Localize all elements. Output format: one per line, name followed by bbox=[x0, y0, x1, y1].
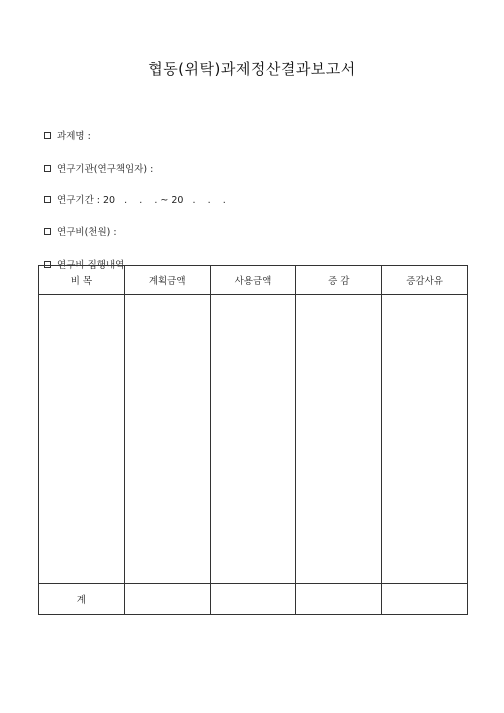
header-difference: 증 감 bbox=[296, 266, 382, 295]
used-amount-cell[interactable] bbox=[210, 295, 296, 584]
execution-label: 연구비 집행내역 bbox=[57, 260, 125, 271]
budget-label: 연구비(천원) : bbox=[57, 227, 117, 238]
item-cell[interactable] bbox=[39, 295, 125, 584]
total-planned-cell[interactable] bbox=[124, 584, 210, 615]
checkbox-icon bbox=[44, 132, 51, 139]
period-label: 연구기간 : 20 . . . ~ 20 . . . bbox=[57, 195, 226, 206]
project-name-field bbox=[38, 117, 91, 142]
total-difference-cell[interactable] bbox=[296, 584, 382, 615]
total-reason-cell[interactable] bbox=[382, 584, 468, 615]
project-name-label: 과제명 : bbox=[57, 131, 91, 142]
checkbox-icon bbox=[44, 196, 51, 203]
planned-amount-cell[interactable] bbox=[124, 295, 210, 584]
header-difference-reason: 증감사유 bbox=[382, 266, 468, 295]
table-row bbox=[39, 295, 468, 584]
total-used-cell[interactable] bbox=[210, 584, 296, 615]
execution-table bbox=[38, 265, 468, 615]
total-label: 계 bbox=[39, 584, 125, 615]
header-used-amount: 사용금액 bbox=[210, 266, 296, 295]
difference-reason-cell[interactable] bbox=[382, 295, 468, 584]
total-row bbox=[39, 584, 468, 615]
header-planned-amount: 계획금액 bbox=[124, 266, 210, 295]
table-header-row bbox=[39, 266, 468, 295]
institution-field bbox=[38, 150, 153, 175]
checkbox-icon bbox=[44, 228, 51, 235]
difference-cell[interactable] bbox=[296, 295, 382, 584]
report-title: 협동(위탁)과제정산결과보고서 bbox=[148, 60, 356, 78]
institution-label: 연구기관(연구책임자) : bbox=[57, 164, 154, 175]
checkbox-icon bbox=[44, 165, 51, 172]
budget-field bbox=[38, 213, 117, 238]
header-item: 비 목 bbox=[39, 266, 125, 295]
period-field bbox=[38, 181, 226, 206]
